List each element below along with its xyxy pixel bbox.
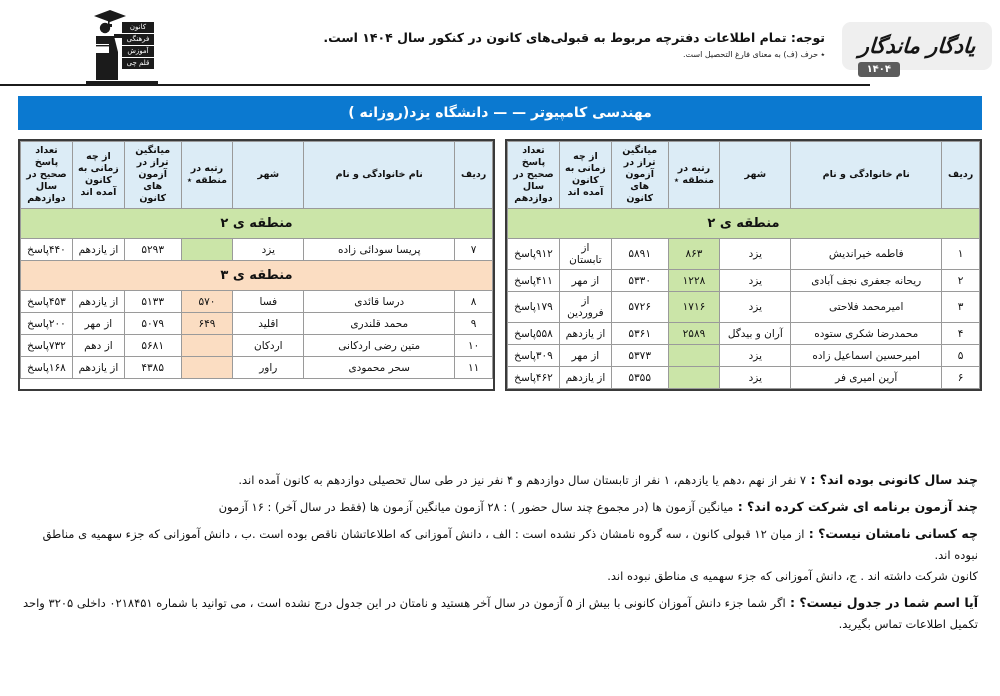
cell-correct-answers: ۴۵۳پاسخ [21, 291, 73, 313]
header-divider [0, 84, 870, 86]
table-header-row [508, 142, 980, 209]
table-row [21, 357, 493, 379]
table-row [21, 239, 493, 261]
cell-city: فسا [233, 291, 304, 313]
cell-correct-answers: ۱۷۹پاسخ [508, 292, 560, 323]
cell-radif: ۴ [942, 323, 980, 345]
cell-radif: ۱۱ [455, 357, 493, 379]
cell-correct-answers: ۷۳۲پاسخ [21, 335, 73, 357]
cell-radif: ۵ [942, 345, 980, 367]
cell-radif: ۱۰ [455, 335, 493, 357]
cell-average-score: ۴۳۸۵ [124, 357, 181, 379]
cell-average-score: ۵۲۹۳ [124, 239, 181, 261]
cell-joined-since: از مهر [559, 345, 611, 367]
cell-city: راور [233, 357, 304, 379]
footer-note [22, 496, 978, 518]
program-title-bar [18, 96, 982, 130]
cell-student-name: محمدرضا شکری ستوده [791, 323, 942, 345]
table-row [508, 367, 980, 389]
footer-note [22, 523, 978, 587]
cell-student-name: پریسا سودائی زاده [304, 239, 455, 261]
footer-note-continuation: کانون شرکت داشته اند . ج، دانش آموزانی که جزء سهمیه ی مناطق نبوده اند. [607, 569, 978, 583]
cell-average-score: ۵۷۲۶ [611, 292, 668, 323]
table-row [508, 239, 980, 270]
cell-joined-since: از یازدهم [72, 291, 124, 313]
cell-city: یزد [720, 345, 791, 367]
table-row [508, 270, 980, 292]
cell-region-rank: ۱۷۱۶ [668, 292, 720, 323]
header-notice [323, 30, 825, 59]
logo-word-2: آموزش [122, 46, 154, 57]
footer-note-label: چند آزمون برنامه ای شرکت کرده اند؟ : [733, 499, 978, 514]
cell-radif: ۱ [942, 239, 980, 270]
column-header-average: میانگین تراز در آزمون های کانون [611, 142, 668, 209]
cell-average-score: ۵۶۸۱ [124, 335, 181, 357]
cell-correct-answers: ۵۵۸پاسخ [508, 323, 560, 345]
cell-city: یزد [233, 239, 304, 261]
cell-radif: ۸ [455, 291, 493, 313]
table-body-left [21, 209, 493, 379]
program-title: مهندسی کامپیوتر — — دانشگاه یزد(روزانه ) [348, 105, 652, 121]
column-header-city: شهر [233, 142, 304, 209]
column-header-rank: رتبه در منطقه ٭ [181, 142, 233, 209]
results-table-left [18, 139, 495, 391]
cell-joined-since: از تابستان [559, 239, 611, 270]
cell-student-name: امیرحسین اسماعیل زاده [791, 345, 942, 367]
cell-correct-answers: ۳۰۹پاسخ [508, 345, 560, 367]
cell-radif: ۶ [942, 367, 980, 389]
section-header-row [21, 261, 493, 291]
table-row [508, 345, 980, 367]
column-header-name: نام خانوادگی و نام [304, 142, 455, 209]
cell-joined-since: از یازدهم [559, 323, 611, 345]
cell-city: آران و بیدگل [720, 323, 791, 345]
footer-note-body: ۷ نفر از نهم ،دهم یا یازدهم، ۱ نفر از تابستان سال دوازدهم و ۴ نفر نیز در طی سال تحصیلی دوازدهم به کانون آمده اند. [238, 473, 807, 487]
cell-joined-since: از فروردین [559, 292, 611, 323]
cell-student-name: آرین امیری فر [791, 367, 942, 389]
cell-average-score: ۵۰۷۹ [124, 313, 181, 335]
table-row [508, 323, 980, 345]
logo-word-0: کانون [122, 22, 154, 33]
cell-city: یزد [720, 239, 791, 270]
cell-correct-answers: ۱۶۸پاسخ [21, 357, 73, 379]
cell-average-score: ۵۳۵۵ [611, 367, 668, 389]
cell-student-name: سحر محمودی [304, 357, 455, 379]
cell-region-rank [181, 239, 233, 261]
footer-notes [22, 469, 978, 635]
column-header-correct-count: تعداد پاسخ صحیح در سال دوازدهم [508, 142, 560, 209]
footer-note-label: چند سال کانونی بوده اند؟ : [806, 472, 978, 487]
cell-correct-answers: ۴۶۲پاسخ [508, 367, 560, 389]
cell-joined-since: از یازدهم [72, 239, 124, 261]
column-header-since: از چه زمانی به کانون آمده اند [559, 142, 611, 209]
results-tables [18, 139, 982, 391]
cell-student-name: امیرمحمد فلاحتی [791, 292, 942, 323]
cell-region-rank: ۱۲۲۸ [668, 270, 720, 292]
table-header-row [21, 142, 493, 209]
cell-joined-since: از مهر [72, 313, 124, 335]
cell-region-rank [668, 345, 720, 367]
column-header-name: نام خانوادگی و نام [791, 142, 942, 209]
footer-note-label: چه کسانی نامشان نیست؟ : [804, 526, 978, 541]
cell-student-name: درسا قائدی [304, 291, 455, 313]
logo-word-3: قلم چی [122, 58, 154, 69]
cell-region-rank [181, 357, 233, 379]
cell-correct-answers: ۹۱۲پاسخ [508, 239, 560, 270]
cell-average-score: ۵۳۳۰ [611, 270, 668, 292]
section-label: منطقه ی ۲ [21, 209, 493, 239]
cell-region-rank: ۶۴۹ [181, 313, 233, 335]
notice-main-text: توجه: تمام اطلاعات دفترچه مربوط به قبولی‌های کانون در کنکور سال ۱۴۰۴ است. [323, 30, 825, 45]
brand-year-badge: ۱۴۰۴ [858, 62, 900, 77]
section-header-row [21, 209, 493, 239]
section-header-row [508, 209, 980, 239]
logo-word-1: فرهنگی [122, 34, 154, 45]
section-label: منطقه ی ۲ [508, 209, 980, 239]
cell-joined-since: از مهر [559, 270, 611, 292]
footer-note [22, 592, 978, 635]
results-table-right [505, 139, 982, 391]
column-header-radif: ردیف [455, 142, 493, 209]
column-header-average: میانگین تراز در آزمون های کانون [124, 142, 181, 209]
notice-sub-text: ٭ حرف (ف) به معنای فارغ التحصیل است. [683, 50, 825, 59]
cell-radif: ۹ [455, 313, 493, 335]
table-row [21, 313, 493, 335]
table-row [21, 291, 493, 313]
cell-average-score: ۵۸۹۱ [611, 239, 668, 270]
kanoon-logo [88, 6, 154, 80]
cell-student-name: فاطمه خیراندیش [791, 239, 942, 270]
cell-city: اردکان [233, 335, 304, 357]
cell-average-score: ۵۳۷۳ [611, 345, 668, 367]
cell-region-rank [181, 335, 233, 357]
cell-student-name: ریحانه جعفری نجف آبادی [791, 270, 942, 292]
cell-average-score: ۵۱۳۳ [124, 291, 181, 313]
cell-city: اقلید [233, 313, 304, 335]
cell-city: یزد [720, 270, 791, 292]
column-header-city: شهر [720, 142, 791, 209]
logo-wordmark [122, 22, 154, 69]
footer-note-continuation: تکمیل اطلاعات تماس بگیرید. [838, 617, 978, 631]
cell-correct-answers: ۴۱۱پاسخ [508, 270, 560, 292]
column-header-since: از چه زمانی به کانون آمده اند [72, 142, 124, 209]
page-header [0, 0, 1000, 92]
cell-radif: ۲ [942, 270, 980, 292]
footer-note-body: میانگین آزمون ها (در مجموع چند سال حضور ) : ۲۸ آزمون میانگین آزمون ها (فقط در سال آخر) : ۱۶ آزمون [218, 500, 734, 514]
cell-student-name: محمد قلندری [304, 313, 455, 335]
table-row [21, 335, 493, 357]
column-header-correct-count: تعداد پاسخ صحیح در سال دوازدهم [21, 142, 73, 209]
cell-joined-since: از یازدهم [559, 367, 611, 389]
cell-correct-answers: ۲۰۰پاسخ [21, 313, 73, 335]
brand-title: یادگار ماندگار [857, 34, 977, 58]
cell-student-name: متین رضی اردکانی [304, 335, 455, 357]
footer-note [22, 469, 978, 491]
cell-correct-answers: ۴۴۰پاسخ [21, 239, 73, 261]
cell-average-score: ۵۳۶۱ [611, 323, 668, 345]
table-body-right [508, 209, 980, 389]
cell-city: یزد [720, 292, 791, 323]
footer-note-body: اگر شما جزء دانش آموزان کانونی با بیش از ۵ آزمون در سال آخر هستید و نامتان در این جدول درج نشده است ، می توانید با شماره ۰۲۱۸۴۵۱ داخلی ۳۲۰۵ واحد [22, 596, 786, 610]
cell-radif: ۳ [942, 292, 980, 323]
cell-joined-since: از دهم [72, 335, 124, 357]
cell-radif: ۷ [455, 239, 493, 261]
cell-joined-since: از یازدهم [72, 357, 124, 379]
footer-note-label: آیا اسم شما در جدول نیست؟ : [785, 595, 978, 610]
cell-city: یزد [720, 367, 791, 389]
column-header-rank: رتبه در منطقه ٭ [668, 142, 720, 209]
cell-region-rank: ۲۵۸۹ [668, 323, 720, 345]
cell-region-rank: ۵۷۰ [181, 291, 233, 313]
section-label: منطقه ی ۳ [21, 261, 493, 291]
footer-note-body: از میان ۱۲ قبولی کانون ، سه گروه نامشان ذکر نشده است : الف ، دانش آموزانی که اطلاعاتشان ناقص بوده است .ب ، دانش آموزانی که جزء سهمیه ی مناطق نبوده اند. [42, 527, 978, 562]
table-row [508, 292, 980, 323]
column-header-radif: ردیف [942, 142, 980, 209]
cell-region-rank [668, 367, 720, 389]
cell-region-rank: ۸۶۳ [668, 239, 720, 270]
